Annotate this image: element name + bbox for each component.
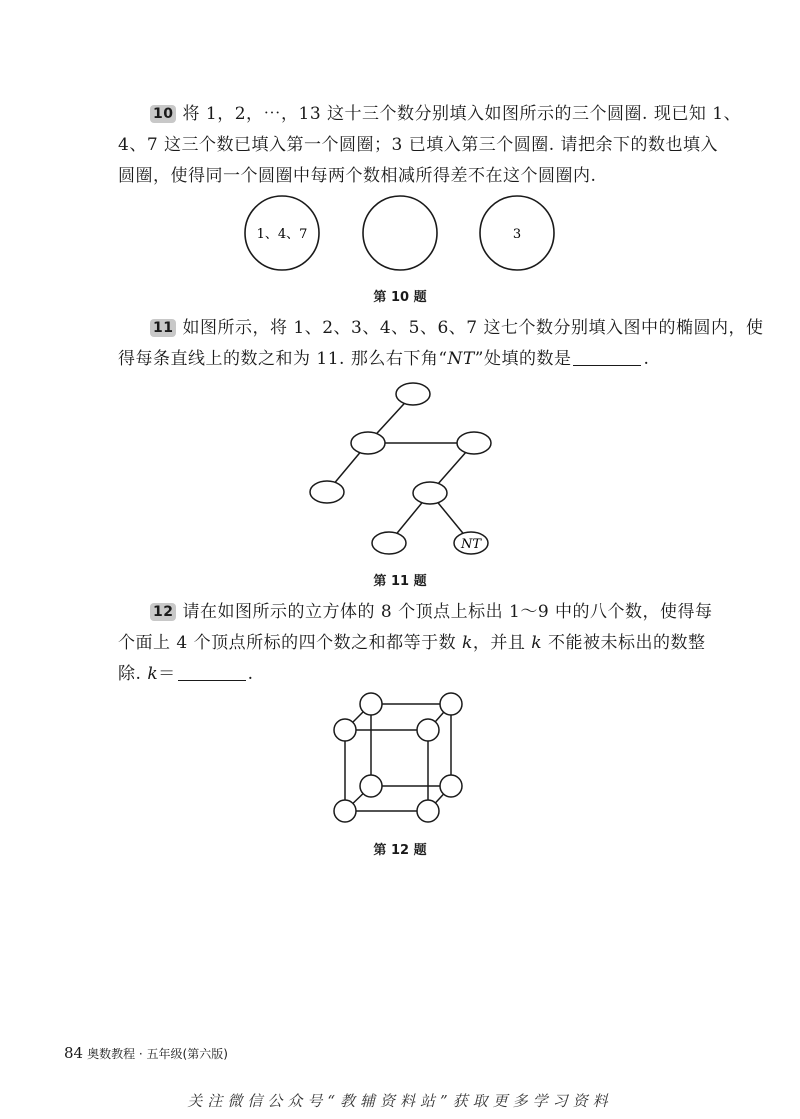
ellipse-top [396, 383, 430, 405]
figure-12-cube [0, 690, 800, 840]
k-variable: k [462, 633, 473, 653]
ellipse-bottom-left [372, 532, 406, 554]
cube-vertex [360, 693, 382, 715]
problem-12-line-2 [118, 628, 706, 659]
problem-12-text-2b: ，并且 [472, 633, 532, 653]
page-number: 84 [64, 1044, 84, 1062]
circle-1-label: 1、4、7 [256, 227, 308, 242]
problem-12-period: . [247, 664, 254, 684]
problem-10-text-2: 4、7 这三个数已填入第一个圆圈；3 已填入第三个圆圈. 请把余下的数也填入 [118, 135, 719, 155]
nt-text: NT [447, 349, 475, 369]
cube-vertex [334, 719, 356, 741]
k-variable: k [147, 664, 159, 684]
answer-blank-12 [178, 662, 246, 681]
ellipse-middle [413, 482, 447, 504]
cube-vertex [417, 800, 439, 822]
problem-12-text-1: 请在如图所示的立方体的 8 个顶点上标出 1～9 中的八个数，使得每 [182, 602, 713, 622]
problem-11-text-3: ”处填的数是 [474, 349, 572, 369]
figure-11 [0, 380, 800, 560]
problem-10-text-1: 将 1，2，⋯，13 这十三个数分别填入如图所示的三个圆圈. 现已知 1、 [182, 104, 742, 124]
problem-10 [118, 99, 742, 192]
cube-vertex [334, 800, 356, 822]
ellipse-upper-right [457, 432, 491, 454]
cube-vertex [440, 693, 462, 715]
problem-number-11: 11 [150, 319, 176, 337]
problem-12-text-3: 除. [118, 664, 148, 684]
problem-11-period: . [643, 349, 650, 369]
problem-12-line-1 [118, 597, 713, 628]
answer-blank-11 [573, 347, 641, 366]
problem-12 [118, 597, 713, 690]
caption-11: 第 11 题 [373, 574, 427, 589]
cube-vertex [440, 775, 462, 797]
k-variable: k [531, 633, 543, 653]
circle-2 [363, 196, 437, 270]
nt-label: NT [460, 537, 482, 552]
caption-10: 第 10 题 [373, 290, 427, 305]
problem-10-line-1 [118, 99, 742, 130]
ellipse-lower-left [310, 481, 344, 503]
problem-12-line-3 [118, 659, 698, 690]
circle-3-label: 3 [512, 227, 522, 242]
book-title: 奥数教程 · 五年级(第六版) [87, 1047, 228, 1061]
problem-number-10: 10 [150, 105, 176, 123]
cube-vertex [417, 719, 439, 741]
problem-11 [118, 313, 764, 375]
page-footer [64, 1044, 228, 1062]
problem-12-text-2a: 个面上 4 个顶点所标的四个数之和都等于数 [118, 633, 463, 653]
figure-10 [0, 190, 800, 280]
caption-12: 第 12 题 [373, 843, 427, 858]
cube-vertex [360, 775, 382, 797]
problem-12-text-2c: 不能被未标出的数整 [542, 633, 706, 653]
problem-11-line-2 [118, 344, 698, 375]
problem-10-text-3: 圆圈，使得同一个圆圈中每两个数相减所得差不在这个圆圈内. [118, 166, 597, 186]
problem-11-line-1 [118, 313, 764, 344]
problem-number-12: 12 [150, 603, 176, 621]
problem-11-text-1: 如图所示，将 1、2、3、4、5、6、7 这七个数分别填入图中的椭圆内，使 [182, 318, 764, 338]
equals-sign: ＝ [158, 664, 176, 684]
ellipse-upper-left [351, 432, 385, 454]
problem-11-text-2: 得每条直线上的数之和为 11. 那么右下角“ [118, 349, 448, 369]
watermark-banner: 关注微信公众号“教辅资料站”获取更多学习资料 [187, 1092, 613, 1110]
